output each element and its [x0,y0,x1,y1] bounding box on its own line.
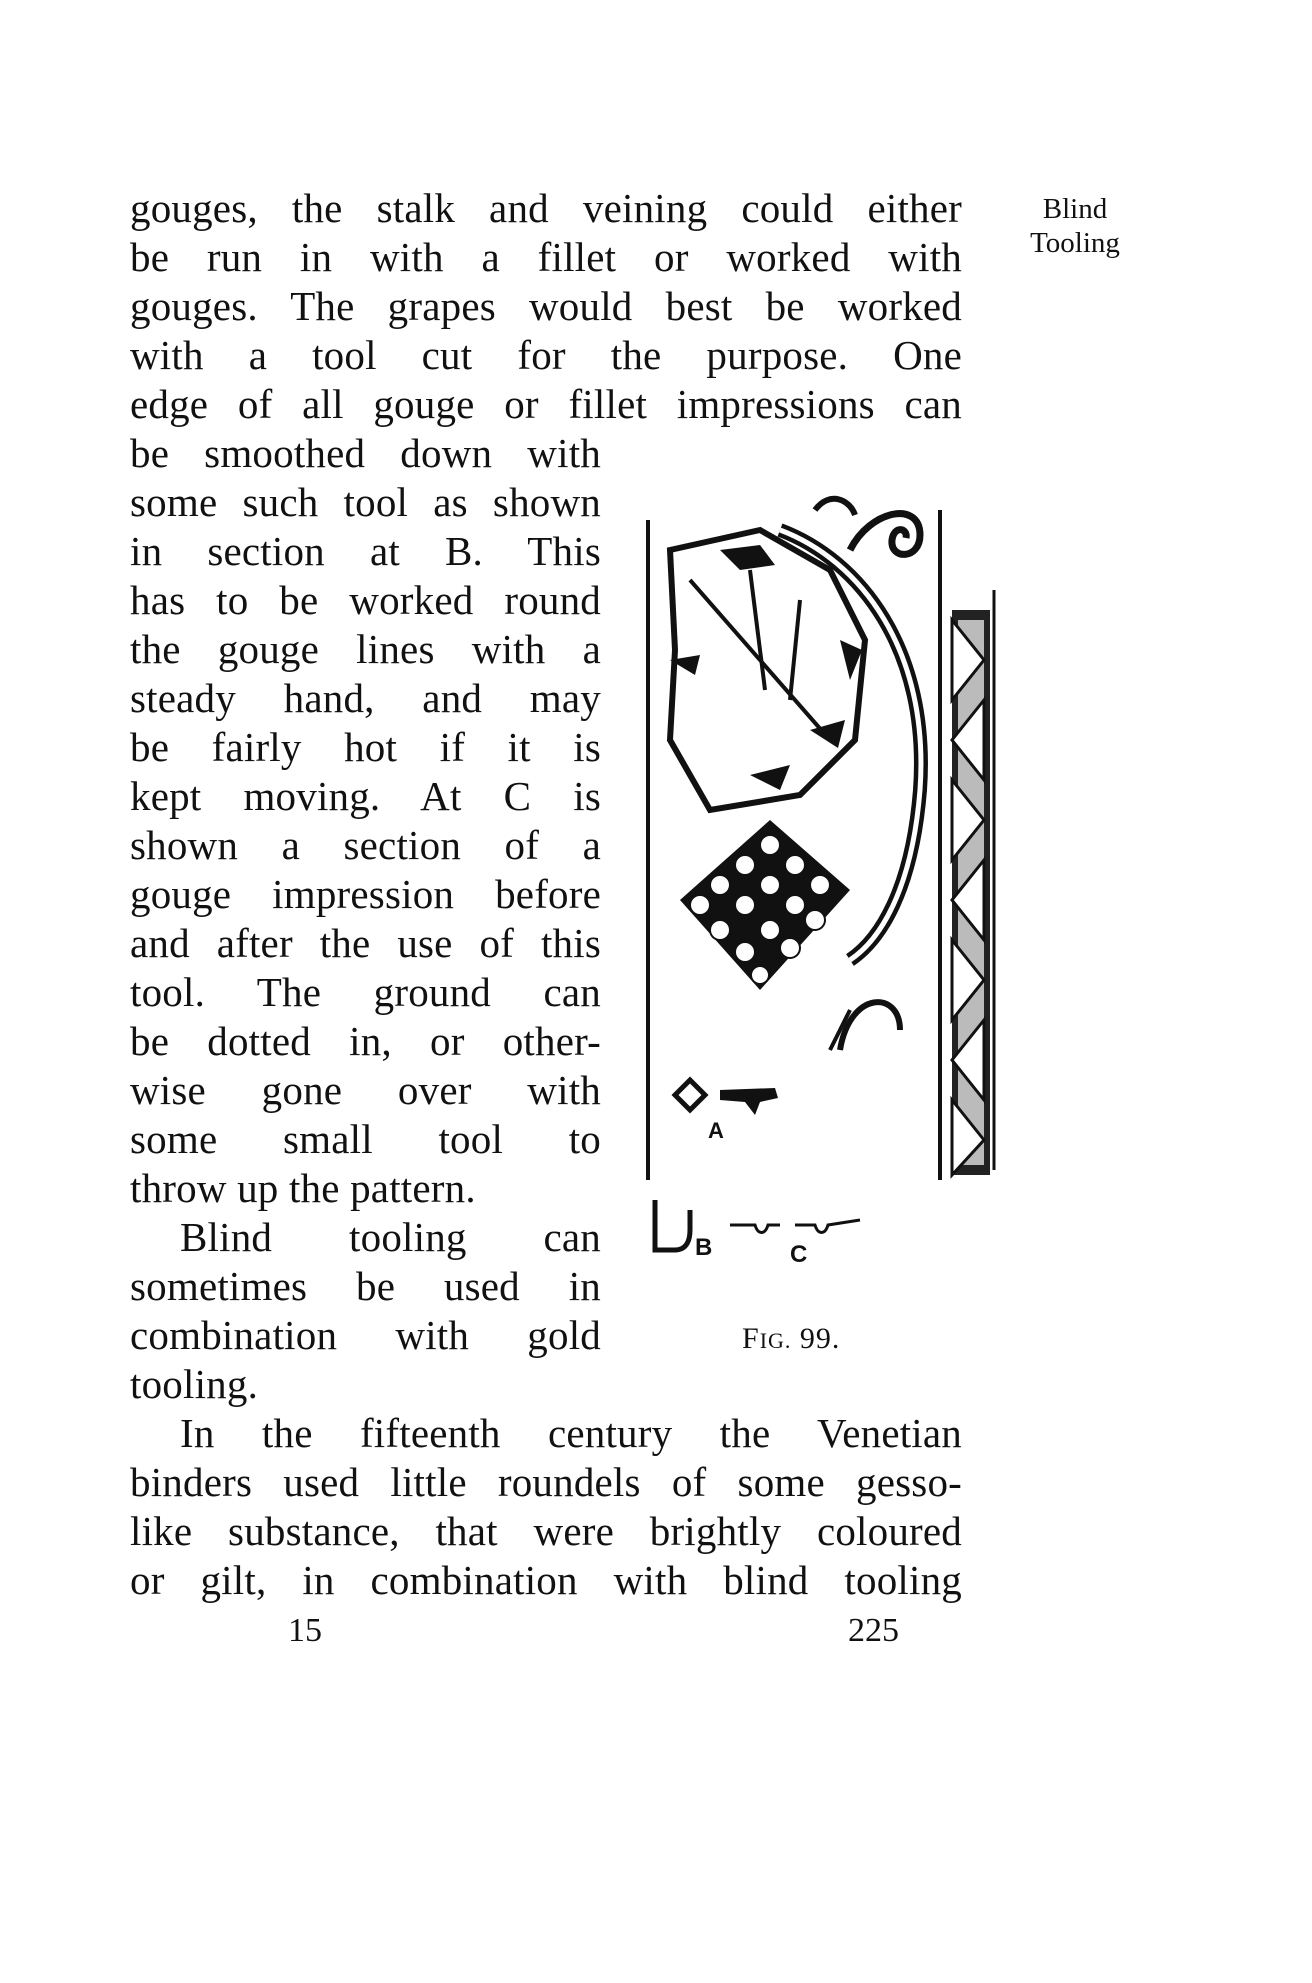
text-line: has to be worked round [130,577,601,623]
label-b: B [695,1234,713,1261]
text-line: tooling. [130,1361,259,1407]
section-c-before [730,1225,780,1233]
text-line: be dotted in, or other- [130,1018,601,1064]
figure-99 [600,490,1020,1330]
text-line: combination with gold [130,1312,601,1358]
figure-caption [742,1322,840,1356]
text-line: tool. The ground can [130,969,601,1015]
grape-vine-illustration [600,490,1020,1330]
text-line: In the fifteenth century the Venetian [180,1410,962,1456]
text-line: and after the use of this [130,920,601,966]
text-line: edge of all gouge or fillet impressions can [130,381,962,427]
marginal-note-line: Blind [1042,193,1108,225]
grape-bunch [680,820,850,990]
text-line: wise gone over with [130,1067,601,1113]
tool-b-section [655,1200,690,1250]
text-line: gouge impression before [130,871,601,917]
text-line: be run in with a fillet or worked with [130,234,962,280]
section-c-after [795,1220,860,1233]
text-line: like substance, that were brightly coloured [130,1508,962,1554]
text-line: be fairly hot if it is [130,724,601,770]
caption-number: 99. [799,1322,841,1355]
tendril [850,514,920,555]
page-number: 225 [848,1612,899,1649]
border-strip [952,610,990,1175]
text-line: binders used little roundels of some gesso- [130,1459,962,1505]
text-line: throw up the pattern. [130,1165,476,1211]
text-line: kept moving. At C is [130,773,601,819]
text-line: some such tool as shown [130,479,601,525]
text-line: some small tool to [130,1116,601,1162]
text-line: sometimes be used in [130,1263,601,1309]
caption-prefix: F [742,1322,760,1355]
text-line: or gilt, in combination with blind tooling [130,1557,962,1603]
tool-a-diamond [675,1080,705,1110]
text-line: be smoothed down with [130,430,601,476]
text-line: in section at B. This [130,528,601,574]
signature-mark: 15 [288,1612,322,1649]
marginal-note [1015,192,1135,260]
text-line: steady hand, and may [130,675,601,721]
text-line: with a tool cut for the purpose. One [130,332,962,378]
caption-smallcaps: IG. [759,1328,792,1353]
marginal-note-line: Tooling [1030,227,1120,259]
text-line: gouges, the stalk and veining could either [130,185,962,231]
tool-a-fleuron [720,1088,778,1115]
label-a: A [708,1118,724,1143]
text-line: shown a section of a [130,822,601,868]
label-c: C [790,1241,808,1268]
text-line: gouges. The grapes would best be worked [130,283,962,329]
text-line: Blind tooling can [180,1214,601,1260]
text-line: the gouge lines with a [130,626,601,672]
hook-ornament [840,1002,900,1050]
